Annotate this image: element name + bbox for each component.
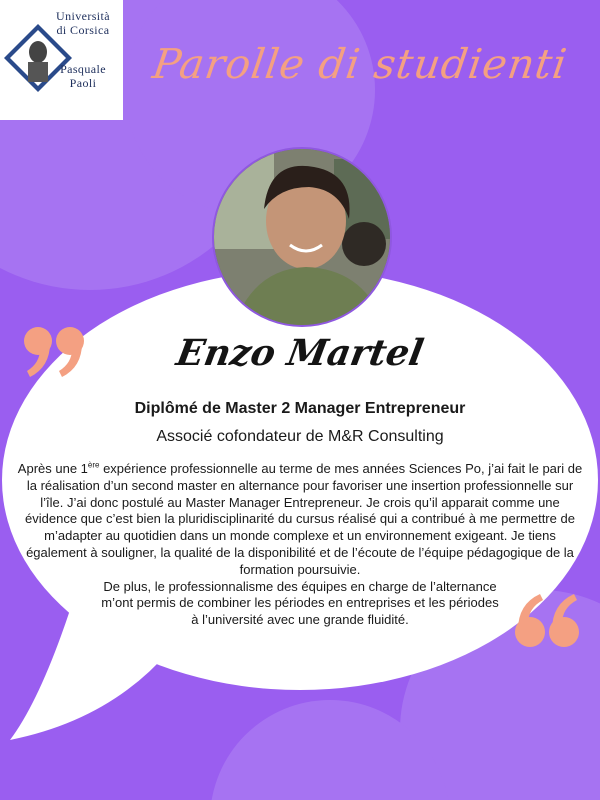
logo-line-3: Pasquale <box>60 62 106 76</box>
page-heading: Parolle di studienti <box>149 40 571 88</box>
student-name: Enzo Martel <box>173 332 427 374</box>
testimony-body: expérience professionnelle au terme de mes années Sciences Po, j’ai fait le pari de la réalisation d’un second master en alternance pour favoriser une insertion professionnelle sur l’île. J’ai donc postulé au Master Manager Entrepreneur. Je crois qu’il apparait comme une évidence que c’est bien la pluridisciplinarité du cursus réalisé qui a contribué à me permettre de m’adapter au quotidien dans un monde complexe et un environnement exigeant. Je tiens également à souligner, la qualité de la disponibilité et de l’écoute de l’équipe pédagogique de la formation poursuivie. <box>25 461 583 577</box>
logo-line-2: di Corsica <box>56 23 110 37</box>
testimony-paragraph2-line1: De plus, le professionnalisme des équipes en charge de l’alternance <box>103 578 497 594</box>
logo-line-4: Paoli <box>69 76 97 90</box>
degree-title: Diplômé de Master 2 Manager Entrepreneur <box>134 400 466 417</box>
testimony-paragraph2-line2: m’ont permis de combiner les périodes en entreprises et les périodes <box>101 595 499 611</box>
university-logo <box>0 0 123 120</box>
student-portrait <box>212 147 392 327</box>
university-name <box>46 10 120 90</box>
role-title: Associé cofondateur de M&R Consulting <box>156 428 444 445</box>
testimony-lead: Après une 1 <box>17 461 88 476</box>
testimony-superscript: ère <box>87 460 100 470</box>
opening-quote-icon <box>22 325 88 380</box>
testimony-paragraph2-line3: à l’université avec une grande fluidité. <box>191 612 409 628</box>
testimony-text <box>15 461 585 629</box>
closing-quote-icon <box>512 590 582 648</box>
portrait-photo <box>214 149 390 325</box>
logo-line-1: Università <box>56 9 110 23</box>
